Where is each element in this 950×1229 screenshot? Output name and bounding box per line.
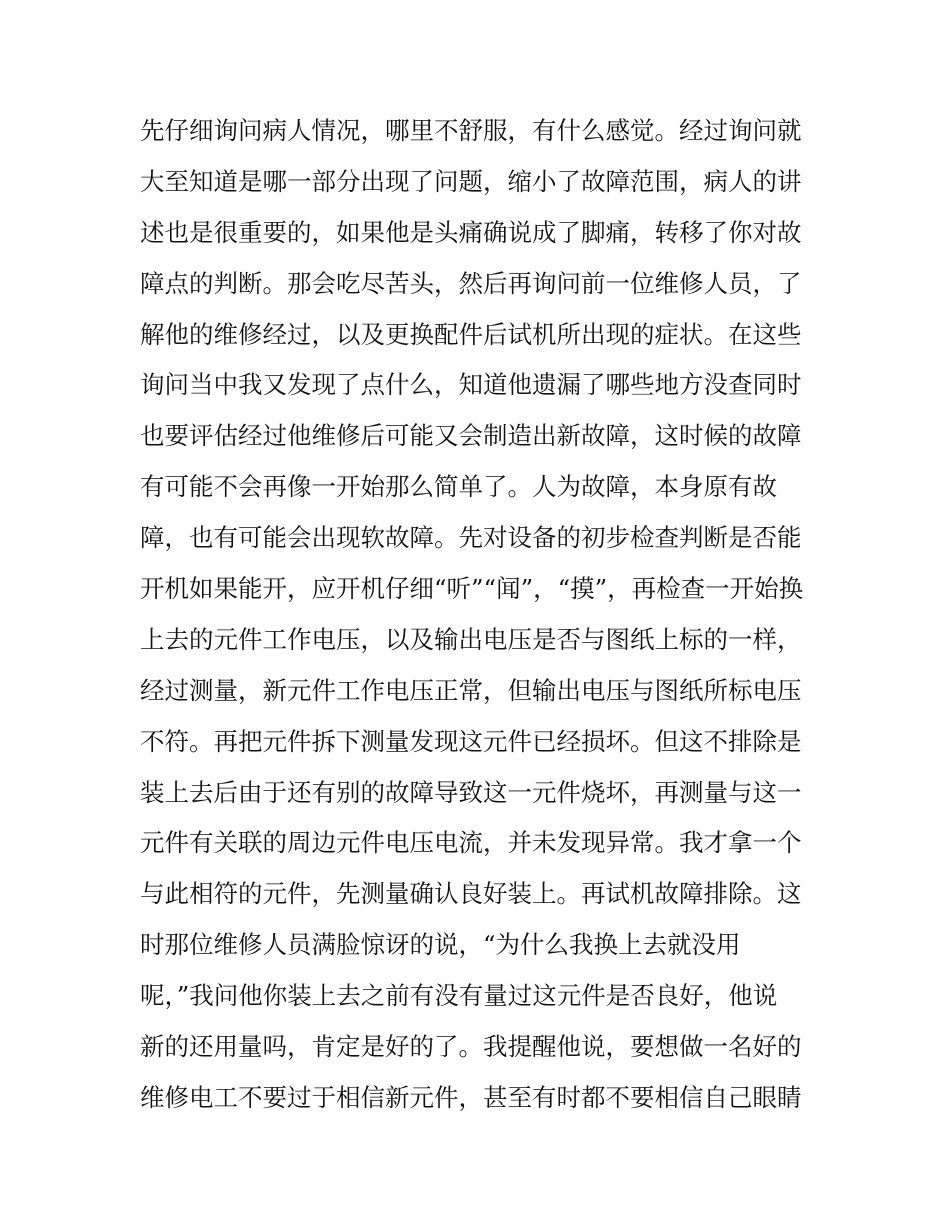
text-line: 不符。再把元件拆下测量发现这元件已经损坏。但这不排除是 xyxy=(140,726,802,756)
text-line: 呢，”我问他你装上去之前有没有量过这元件是否良好，他说 xyxy=(140,981,778,1011)
text-line: 大至知道是哪一部分出现了问题，缩小了故障范围，病人的讲 xyxy=(140,166,802,196)
text-line: 上去的元件工作电压，以及输出电压是否与图纸上标的一样， xyxy=(140,624,802,654)
text-line: 元件有关联的周边元件电压电流，并未发现异常。我才拿一个 xyxy=(140,828,802,858)
text-line: 经过测量，新元件工作电压正常，但输出电压与图纸所标电压 xyxy=(140,675,802,705)
text-line: 维修电工不要过于相信新元件，甚至有时都不要相信自己眼睛 xyxy=(140,1082,802,1112)
text-line: 也要评估经过他维修后可能又会制造出新故障，这时候的故障 xyxy=(140,421,802,451)
text-line: 障点的判断。那会吃尽苦头，然后再询问前一位维修人员，了 xyxy=(140,268,802,298)
text-line: 新的还用量吗，肯定是好的了。我提醒他说，要想做一名好的 xyxy=(140,1032,802,1062)
text-line: 开机如果能开，应开机仔细“听”“闻”，“摸”，再检查一开始换 xyxy=(140,574,804,604)
text-line: 时那位维修人员满脸惊讶的说，“为什么我换上去就没用 xyxy=(140,930,741,960)
text-line: 装上去后由于还有别的故障导致这一元件烧坏，再测量与这一 xyxy=(140,777,802,807)
body-text xyxy=(140,106,820,1124)
text-line: 先仔细询问病人情况，哪里不舒服，有什么感觉。经过询问就 xyxy=(140,116,802,145)
text-line: 述也是很重要的，如果他是头痛确说成了脚痛，转移了你对故 xyxy=(140,217,802,247)
text-line: 有可能不会再像一开始那么简单了。人为故障，本身原有故 xyxy=(140,472,777,502)
text-line: 与此相符的元件，先测量确认良好装上。再试机故障排除。这 xyxy=(140,879,802,909)
text-line: 询问当中我又发现了点什么，知道他遗漏了哪些地方没查同时 xyxy=(140,370,802,400)
text-line: 解他的维修经过，以及更换配件后试机所出现的症状。在这些 xyxy=(140,319,802,349)
text-line: 障，也有可能会出现软故障。先对设备的初步检查判断是否能 xyxy=(140,523,802,553)
